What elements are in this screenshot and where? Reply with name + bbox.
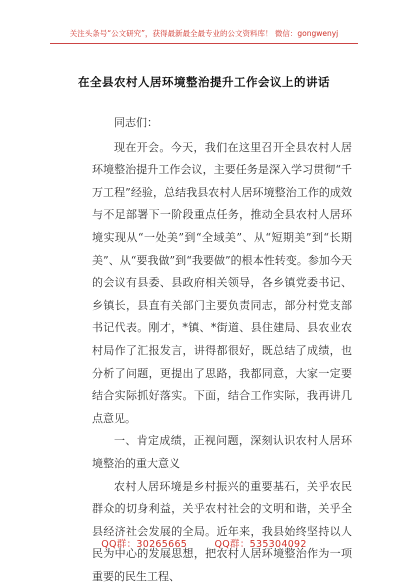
paragraph-opening: 现在开会。今天，我们在这里召开全县农村人居环境整治提升工作会议，主要任务是深入学习贯彻“千万工程”经验，总结我县农村人居环境整治工作的成效与不足部署下一阶段重点任务，推动全县农村人居环境实现从“一处美”到“全域美”、从“短期美”到“长期美”、从“要我做”到“我要做”的根本性转变。参加今天的会议有县委、县政府相关领导，各乡镇党委书记、乡镇长，县直有关部门主要负责同志，部分村党支部书记代表。刚才，*镇、*街道、县住建局、县农业农村局作了汇报发言，讲得都很好，既总结了成绩，也分析了问题，更提出了思路，我都同意，大家一定要结合实际抓好落实。下面，结合工作实际，我再讲几点意见。 (92, 137, 352, 431)
paragraph-section-1: 农村人居环境是乡村振兴的重要基石，关乎农民群众的切身利益，关乎农村社会的文明和谐，关乎全县经济社会发展的全局。近年来，我县始终坚持以人民为中心的发展思想，把农村人居环境整治作为一项重要的民生工程、 (92, 476, 352, 588)
section-heading-1: 一、肯定成绩，正视问题，深刻认识农村人居环境整治的重大意义 (92, 430, 352, 475)
qq-group-2: QQ群：535304092 (214, 539, 306, 550)
document-body (92, 112, 352, 588)
document-title: 在全县农村人居环境整治提升工作会议上的讲话 (40, 74, 368, 90)
salutation: 同志们： (92, 112, 352, 135)
qq-group-1: QQ群：30265665 (101, 539, 187, 550)
footer-contact (0, 536, 408, 550)
header-banner: 关注头条号“公文研究”，获得最新最全最专业的公文资料库！ 微信：gongwenyj (50, 28, 358, 44)
